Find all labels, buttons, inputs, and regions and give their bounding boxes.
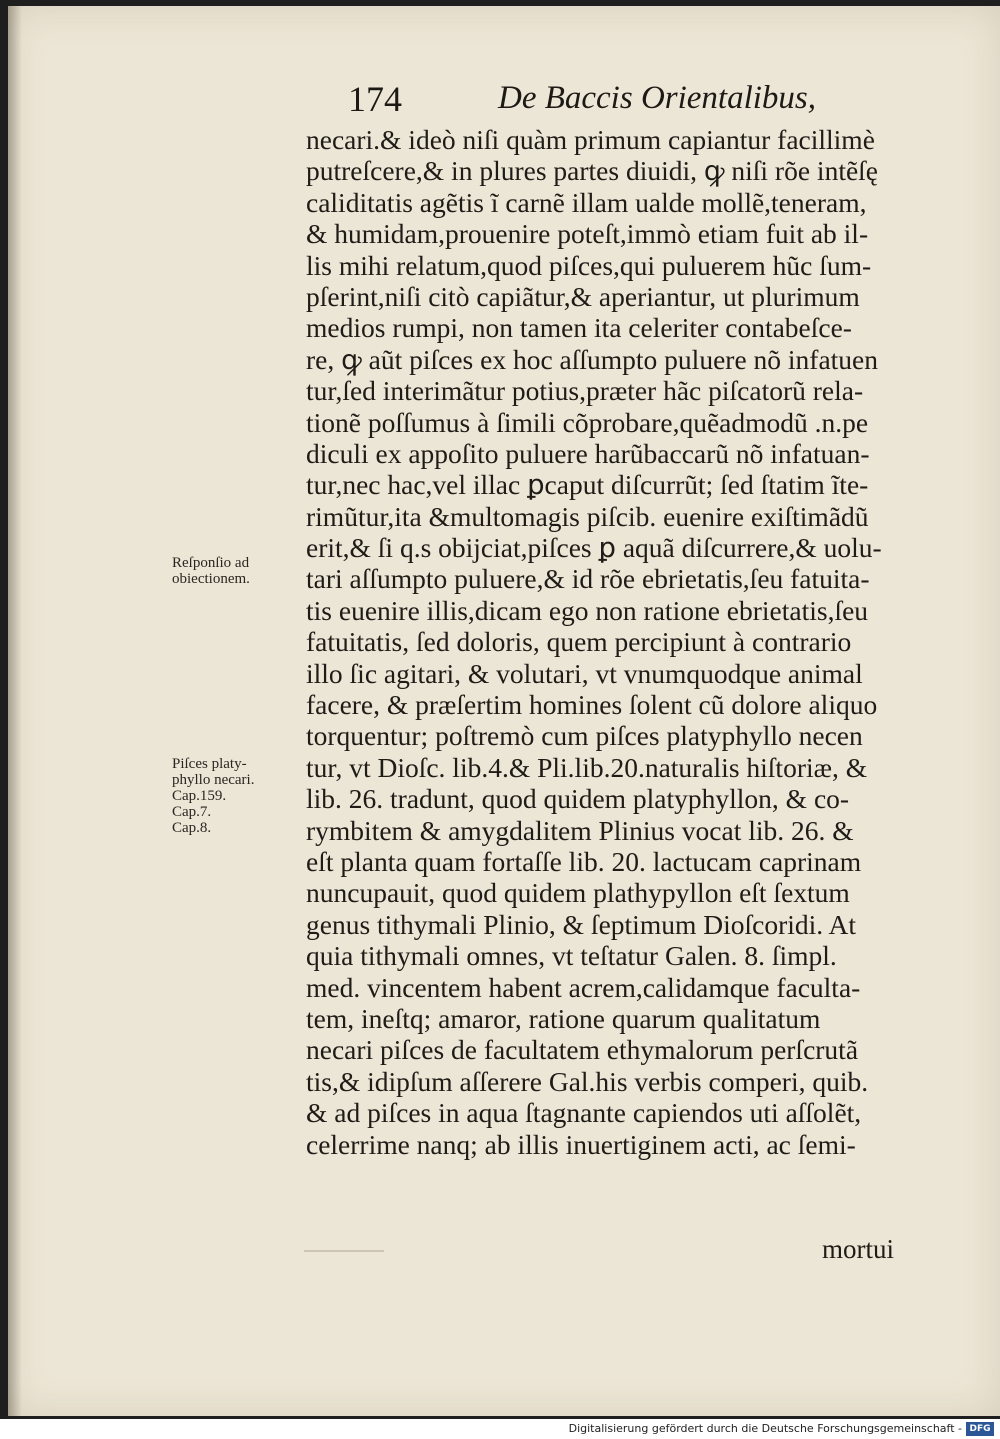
text-line: celerrime nanq; ab illis inuertiginem acti, ac ſemi- xyxy=(306,1128,856,1160)
text-line: genus tithymali Plinio, & ſeptimum Dioſcoridi. At xyxy=(306,908,856,940)
marginal-note-line: obiectionem. xyxy=(172,571,250,587)
running-title: De Baccis Orientalibus, xyxy=(498,80,817,116)
marginal-note-line: phyllo necari. xyxy=(172,772,255,788)
text-line: re, ꝙ aũt piſces ex hoc aſſumpto puluere nõ infatuen xyxy=(306,343,878,375)
ink-smudge xyxy=(304,1232,384,1252)
text-line: & humidam,prouenire poteſt,immò etiam fuit ab il- xyxy=(306,218,869,250)
text-line: diculi ex appoſito puluere harũbaccarũ nõ infatuan- xyxy=(306,437,870,469)
marginal-note-line: Reſponſio ad xyxy=(172,555,250,571)
text-line: putreſcere,& in plures partes diuidi, ꝙ niſi rõe intẽſę xyxy=(306,155,879,187)
marginal-note-line: Cap.7. xyxy=(172,804,212,820)
text-line: tur,nec hac,vel illac ꝑcaput diſcurrũt; ſed ſtatim ĩte- xyxy=(306,469,869,501)
text-line: eſt planta quam fortaſſe lib. 20. lactucam caprinam xyxy=(306,845,862,877)
digitization-footer xyxy=(0,1419,1000,1439)
text-line: facere, & præſertim homines ſolent cũ dolore aliquo xyxy=(306,689,878,721)
text-line: tari aſſumpto puluere,& id rõe ebrietatis,ſeu fatuita- xyxy=(306,563,870,595)
text-line: rymbitem & amygdalitem Plinius vocat lib. 26. & xyxy=(306,814,854,846)
text-line: torquentur; poſtremò cum piſces platyphyllo necen xyxy=(306,720,863,752)
text-line: erit,& ſi q.s obijciat,piſces ꝑ aquã diſcurrere,& uolu- xyxy=(306,532,882,564)
gutter-shadow xyxy=(8,6,22,1416)
text-line: & ad piſces in aqua ſtagnante capiendos uti aſſolẽt, xyxy=(306,1097,862,1129)
dfg-logo-icon: DFG xyxy=(966,1422,994,1436)
text-line: caliditatis agẽtis ĩ carnẽ illam ualde mollẽ,teneram, xyxy=(306,186,867,218)
main-text-block xyxy=(306,124,976,1160)
catchword: mortui xyxy=(822,1234,894,1264)
text-line: tionẽ poſſumus à ſimili cõprobare,quẽadmodũ .n.pe xyxy=(306,406,869,438)
text-line: tur,ſed interimãtur potius,præter hãc piſcatorũ rela- xyxy=(306,375,864,407)
marginal-note-line: Cap.8. xyxy=(172,820,212,836)
text-line: quia tithymali omnes, vt teſtatur Galen. 8. ſimpl. xyxy=(306,940,837,972)
text-line: nuncupauit, quod quidem plathypyllon eſt ſextum xyxy=(306,877,850,909)
text-line: medios rumpi, non tamen ita celeriter contabeſce- xyxy=(306,312,852,344)
text-line: tur, vt Dioſc. lib.4.& Pli.lib.20.naturalis hiſtoriæ, & xyxy=(306,751,868,783)
text-line: necari piſces de facultatem ethymalorum perſcrutã xyxy=(306,1034,859,1066)
text-line: tis,& idipſum aſſerere Gal.his verbis comperi, quib. xyxy=(306,1065,869,1097)
marginal-note-pisces xyxy=(172,756,300,836)
text-line: necari.& ideò niſi quàm primum capiantur facillimè xyxy=(306,124,875,155)
text-line: tem, ineſtq; amaror, ratione quarum qualitatum xyxy=(306,1002,821,1034)
text-line: tis euenire illis,dicam ego non ratione ebrietatis,ſeu xyxy=(306,594,869,626)
marginal-note-line: Piſces platy- xyxy=(172,756,247,772)
text-line: fatuitatis, ſed doloris, quem percipiunt à contrario xyxy=(306,626,852,658)
text-line: lis mihi relatum,quod piſces,qui puluerem hũc ſum- xyxy=(306,249,872,281)
page-number: 174 xyxy=(348,79,402,119)
text-line: lib. 26. tradunt, quod quidem platyphyllon, & co- xyxy=(306,783,850,815)
text-line: pſerint,niſi citò capiãtur,& aperiantur, ut plurimum xyxy=(306,280,860,312)
text-line: rimũtur,ita &multomagis piſcib. euenire exiſtimãdũ xyxy=(306,500,869,532)
text-line: med. vincentem habent acrem,calidamque faculta- xyxy=(306,971,861,1003)
marginal-note-responsio xyxy=(172,555,300,587)
page-header xyxy=(348,78,817,122)
marginal-note-line: Cap.159. xyxy=(172,788,227,804)
funding-credit: Digitalisierung gefördert durch die Deutsche Forschungsgemeinschaft - xyxy=(568,1422,962,1435)
text-line: illo ſic agitari, & volutari, vt vnumquodque animal xyxy=(306,657,863,689)
